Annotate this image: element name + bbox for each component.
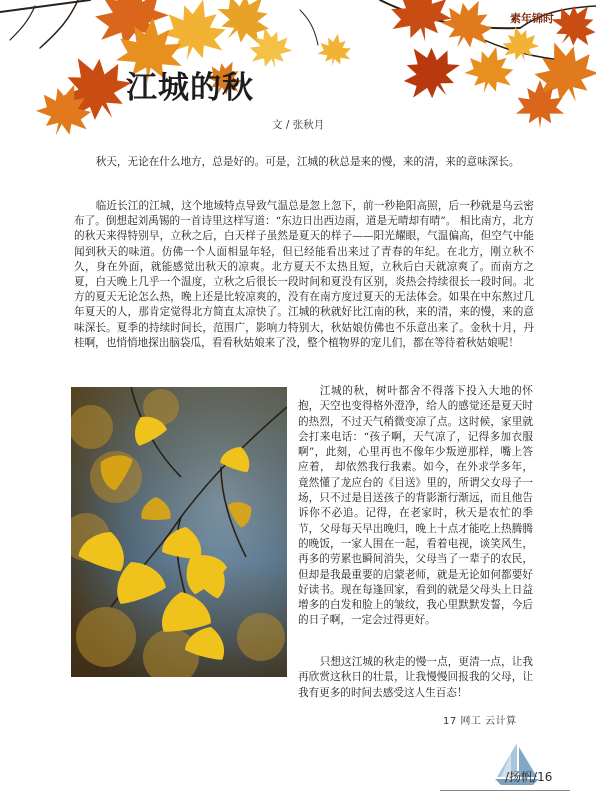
paragraph-closing: 只想这江城的秋走的慢一点，更清一点，让我再欣赏这秋日的壮景，让我慢慢回报我的父母，让我有更多的时间去感受这人生百态！ xyxy=(298,656,533,699)
section-label: 素年锦时 xyxy=(510,12,554,25)
page-footer: /扬帆/16 xyxy=(505,770,553,784)
footer-rule xyxy=(440,790,570,791)
paragraph-memory: 江城的秋，树叶都舍不得落下投入大地的怀抱，天空也变得格外澄净，给人的感觉还是夏天时的热烈，不过天气稍微变凉了点。这时候，家里就会打来电话：“孩子啊，天气凉了，记得多加衣服啊”，此刻，心里再也不像年少叛逆那样，嘴上答应着， 却依然我行我素。如今，在外求学多年，竟然懂了龙应台的《目送》里的，所谓父女母子一场，只不过是目送孩子的背影渐行渐远，而且他告诉你不必追。记得，在老家时，秋天是农忙的季节，父母每天早出晚归，晚上十点才能吃上热腾腾的晚饭，一家人围在一起，看着电视，谈笑风生，再多的劳累也瞬间消失，父母当了一辈子的农民，但却是我最重要的启蒙老师，就是无论如何都要好好读书。现在每逢回家，看到的就是父母头上日益增多的白发和脸上的皱纹，我心里默默发誓，今后的日子啊，一定会过得更好。 xyxy=(298,385,533,627)
paragraph-main: 临近长江的江城，这个地域特点导致气温总是忽上忽下，前一秒艳阳高照，后一秒就是乌云密布了。倒想起刘禹锡的一首诗里这样写道：“东边日出西边雨，道是无晴却有晴”。 相比南方，北方的秋天来得特别早，立秋之后，白天样子虽然是夏天的样子——阳光耀眼，气温偏高，但空气中能闻到秋天的味道。仿佛一个人面相显年轻，但已经能看出来过了青春的年纪。在北方，刚立秋不久，身在外面，就能感觉出秋天的凉爽。北方夏天不太热且短，立秋后白天就凉爽了。而南方之夏，白天晚上几乎一个温度，立秋之后很长一段时间和夏没有区别，炎热会持续很长一段时间。北方的夏天无论怎么热，晚上还是比较凉爽的，没有在南方度过夏天的无法体会。如果在中东熬过几年夏天的人，那肯定觉得北方简直太凉快了。江城的秋就好比江南的秋，来的清，来的慢，来的意味深长。夏季的持续时间长，范围广，影响力特别大，秋姑娘仿佛也不乐意出来了。金秋十月，丹桂啊，也悄悄地探出脑袋瓜，看看秋姑娘来了没，整个植物界的宠儿们，都在等待着秋姑娘呢！ xyxy=(74,200,534,349)
author-class: 17 网工 云计算 xyxy=(443,716,517,727)
author-byline: 文 / 张秋月 xyxy=(272,119,325,131)
paragraph-intro: 秋天，无论在什么地方，总是好的。可是，江城的秋总是来的慢，来的清，来的意味深长。 xyxy=(95,156,520,168)
ginkgo-leaves-photo xyxy=(71,387,287,677)
article-title: 江城的秋 xyxy=(126,70,254,106)
